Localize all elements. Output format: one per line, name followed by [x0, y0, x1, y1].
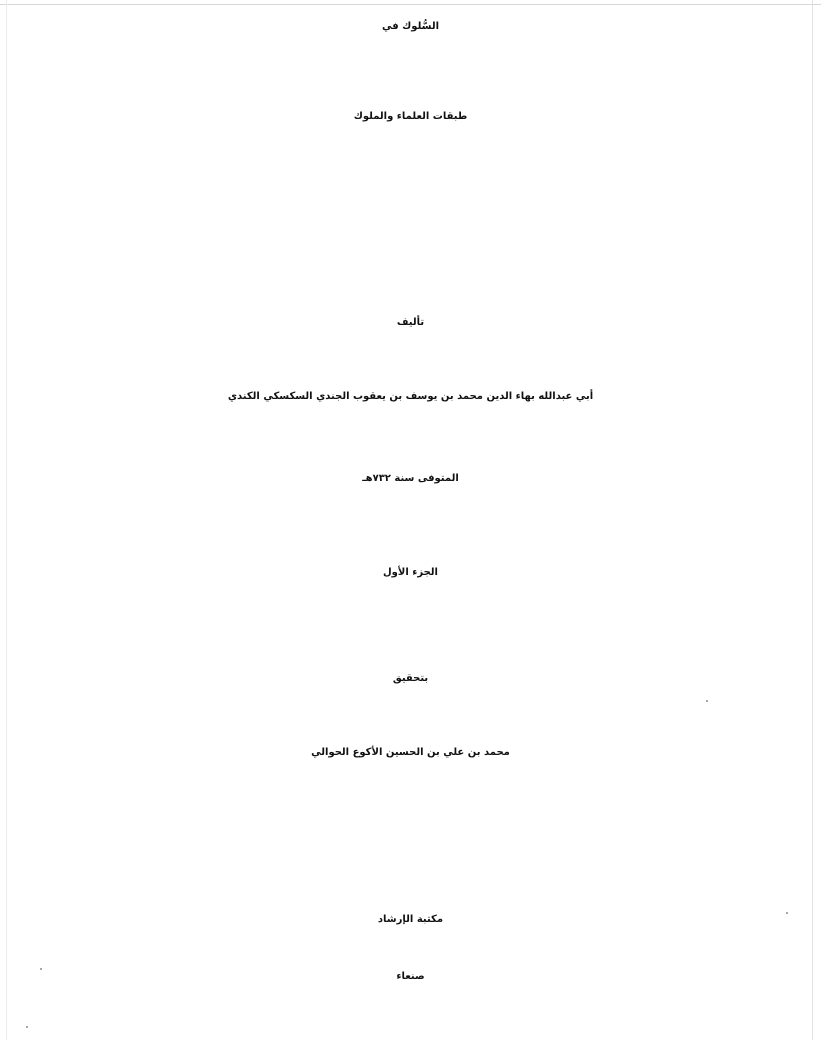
volume-label: الجزء الأول — [383, 567, 438, 578]
page-top-edge — [0, 4, 821, 5]
editor-label: بتحقيق — [392, 673, 429, 684]
page-right-edge — [812, 0, 813, 1040]
authorship-label: تأليف — [396, 317, 425, 328]
scan-speck — [786, 912, 788, 914]
cover-main-title: طبقات العلماء والملوك — [353, 111, 468, 122]
scan-speck — [706, 700, 708, 702]
cover-pre-title: السُّلوك في — [381, 21, 440, 32]
author-death-note: المتوفى سنة ٧٣٢هـ — [362, 473, 459, 484]
publisher-name: مكتبة الإرشاد — [377, 914, 444, 925]
scan-speck — [26, 1026, 28, 1028]
page-left-edge — [6, 0, 7, 1040]
scan-speck — [40, 968, 42, 970]
publisher-city: صنعاء — [396, 971, 425, 982]
author-name: أبي عبدالله بهاء الدين محمد بن يوسف بن يعقوب الجندي السكسكي الكندي — [227, 391, 594, 402]
editor-name: محمد بن علي بن الحسين الأكوع الحوالي — [311, 747, 510, 758]
